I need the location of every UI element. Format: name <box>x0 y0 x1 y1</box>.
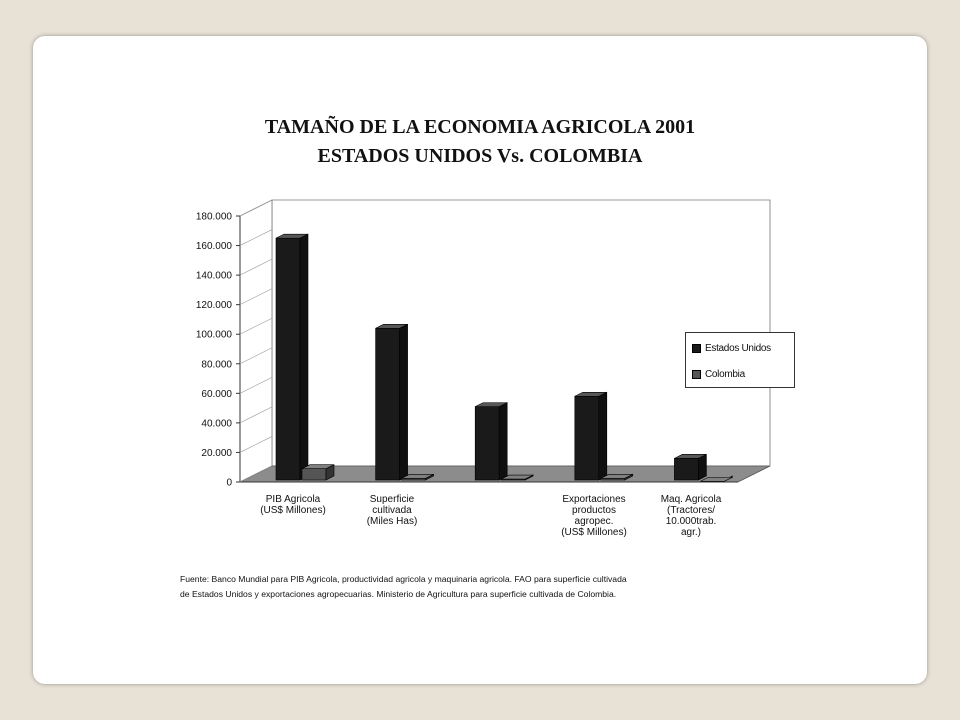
bar-front <box>475 407 499 480</box>
bar-side <box>499 403 507 480</box>
x-tick-label: Exportaciones <box>562 494 626 505</box>
y-tick-label: 40.000 <box>201 418 232 430</box>
y-tick-label: 180.000 <box>195 211 232 223</box>
legend-item-colombia <box>692 369 745 380</box>
bar-side <box>698 454 706 480</box>
chart-side-wall <box>240 200 272 482</box>
bar-front <box>376 328 400 480</box>
bar-side <box>400 324 408 480</box>
y-tick-label: 20.000 <box>201 447 232 459</box>
chart-title-line2: ESTADOS UNIDOS Vs. COLOMBIA <box>317 145 643 167</box>
x-tick-label: cultivada <box>372 505 412 516</box>
y-tick-label: 60.000 <box>201 388 232 400</box>
legend-label-estados-unidos: Estados Unidos <box>705 343 771 354</box>
bar-front <box>302 469 326 480</box>
x-tick-label: 10.000trab. <box>665 516 717 527</box>
y-tick-label: 80.000 <box>201 359 232 371</box>
x-tick-label: agr.) <box>680 527 702 538</box>
bar-colombia-0 <box>302 465 334 480</box>
bar-estados-unidos-0 <box>276 234 308 480</box>
legend-label-colombia: Colombia <box>705 369 745 380</box>
x-tick-label: (US$ Millones) <box>260 505 326 516</box>
bar-side <box>599 392 607 480</box>
source-line-2: de Estados Unidos y exportaciones agropecuarias. Ministerio de Agricultura para superficie cultivada de Colombia. <box>180 589 617 599</box>
y-tick-label: 120.000 <box>195 300 232 312</box>
chart-legend <box>685 332 795 388</box>
x-tick-label: (US$ Millones) <box>561 527 627 538</box>
legend-item-estados-unidos <box>692 343 771 354</box>
x-tick-label: Superficie <box>369 494 415 505</box>
y-tick-label: 140.000 <box>195 270 232 282</box>
bar-side <box>300 234 308 480</box>
bar-estados-unidos-4 <box>674 454 706 480</box>
source-line-1: Fuente: Banco Mundial para PIB Agricola, productividad agricola y maquinaria agricola. FAO para superficie cultivada <box>180 574 627 584</box>
legend-swatch-estados-unidos <box>692 344 701 353</box>
x-tick-label: productos <box>572 505 616 516</box>
source-note <box>180 572 820 602</box>
y-tick-label: 100.000 <box>195 329 232 341</box>
y-tick-label: 0 <box>226 477 232 489</box>
legend-swatch-colombia <box>692 370 701 379</box>
x-tick-label: (Tractores/ <box>667 505 715 516</box>
bar-front <box>276 238 300 480</box>
bar-front <box>674 458 698 480</box>
chart-title-line1: TAMAÑO DE LA ECONOMIA AGRICOLA 2001 <box>264 116 696 138</box>
x-tick-label: (Miles Has) <box>366 516 418 527</box>
bar-estados-unidos-1 <box>376 324 408 480</box>
bar-front <box>575 396 599 480</box>
x-tick-label: PIB Agricola <box>265 494 321 505</box>
x-tick-label: agropec. <box>574 516 614 527</box>
bar-estados-unidos-3 <box>575 392 607 480</box>
bar-estados-unidos-2 <box>475 403 507 480</box>
x-tick-label: Maq. Agricola <box>660 494 722 505</box>
y-tick-label: 160.000 <box>195 241 232 253</box>
